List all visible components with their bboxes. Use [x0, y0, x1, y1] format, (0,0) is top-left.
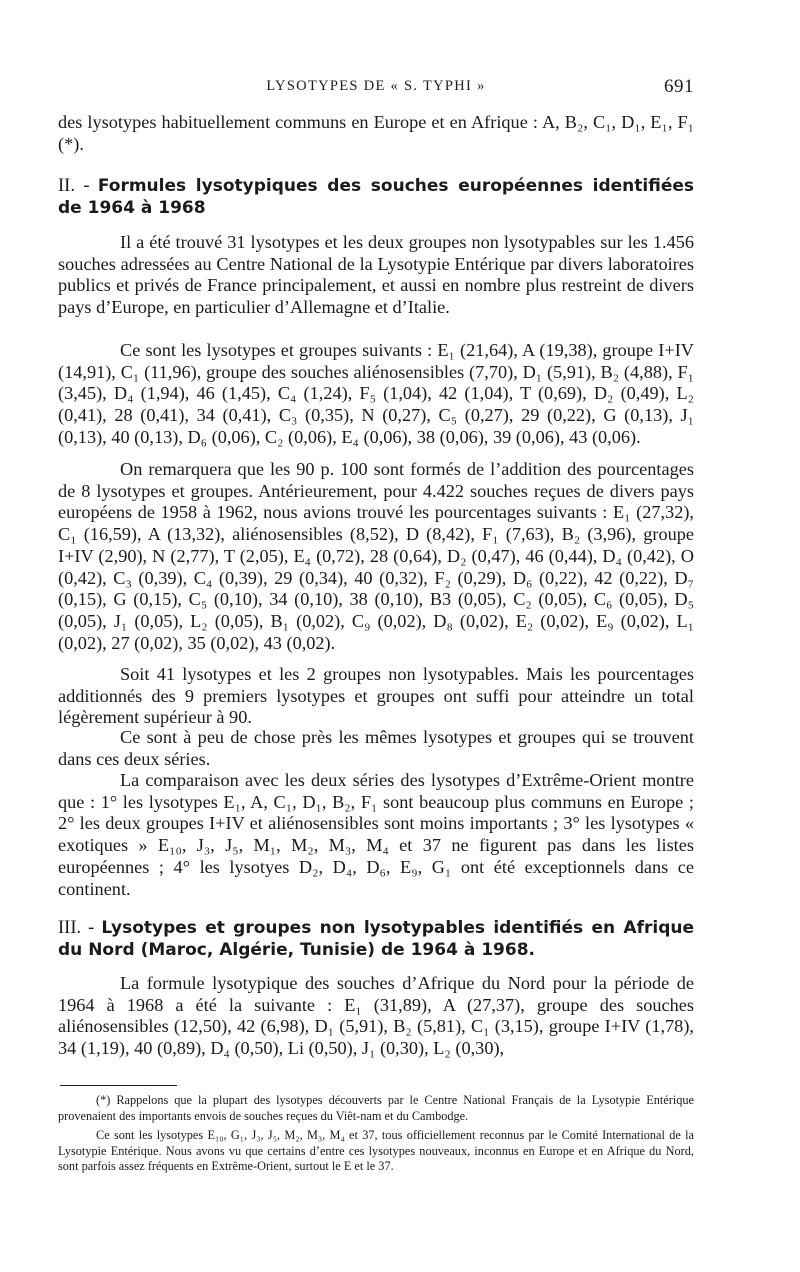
page-number: 691 [664, 76, 694, 97]
section-heading-2 [58, 175, 694, 219]
paragraph-6: La comparaison avec les deux séries des lysotypes d’Extrême-Orient montre que : 1° les lysotypes E₁, A, C₁, D₁, B₂, F₁ sont beaucoup plus communs en Europe ; 2° les deux groupes I+IV et aliénosensibles sont moins importants ; 3° les lysotypes « exotiques » E₁₀, J₃, J₅, M₁, M₂, M₃, M₄ et 37 ne figurent pas dans les listes européennes ; 4° les lysotyes D₂, D₄, D₆, E₉, G₁ ont été exceptionnels dans ce continent. [58, 770, 694, 899]
section-2-number: II. - [58, 176, 98, 196]
footnote-2: Ce sont les lysotypes E₁₀, G₁, J₃, J₅, M₂, M₃, M₄ et 37, tous officiellement reconnus par le Comité International de la Lysotypie Entérique. Nous avons vu que certains d’entre ces lysotypes nouveaux, inconnus en Europe et en Afrique du Nord, sont parfois assez fréquents en Extrême-Orient, surtout le E et le 37. [58, 1128, 694, 1173]
paragraph-5: Ce sont à peu de chose près les mêmes lysotypes et groupes qui se trouvent dans ces deux séries. [58, 727, 694, 769]
running-head-title: LYSOTYPES DE « S. TYPHI » [266, 78, 486, 94]
section-2-title: Formules lysotypiques des souches européennes identifiées de 1964 à 1968 [58, 176, 694, 218]
section-3-title: Lysotypes et groupes non lysotypables identifiés en Afrique du Nord (Maroc, Algérie, Tunisie) de 1964 à 1968. [58, 918, 694, 960]
paragraph-2: Ce sont les lysotypes et groupes suivants : E₁ (21,64), A (19,38), groupe I+IV (14,91), C₁ (11,96), groupe des souches aliénosensibles (7,70), D₁ (5,91), B₂ (4,88), F₁ (3,45), D₄ (1,94), 46 (1,45), C₄ (1,24), F₅ (1,04), 42 (1,04), T (0,69), D₂ (0,49), L₂ (0,41), 28 (0,41), 34 (0,41), C₃ (0,35), N (0,27), C₅ (0,27), 29 (0,22), G (0,13), J₁ (0,13), 40 (0,13), D₆ (0,06), C₂ (0,06), E₄ (0,06), 38 (0,06), 39 (0,06), 43 (0,06). [58, 340, 694, 447]
paragraph-intro: des lysotypes habituellement communs en Europe et en Afrique : A, B₂, C₁, D₁, E₁, F₁ (*). [58, 112, 694, 154]
footnote-1: (*) Rappelons que la plupart des lysotypes découverts par le Centre National Français de la Lysotypie Entérique provenaient des importants envois de souches reçues du Viêt-nam et du Cambodge. [58, 1093, 694, 1123]
footnote-rule [60, 1085, 177, 1086]
paragraph-4: Soit 41 lysotypes et les 2 groupes non lysotypables. Mais les pourcentages additionnés des 9 premiers lysotypes et groupes ont suffi pour atteindre un total légèrement supérieur à 90. [58, 664, 694, 728]
paragraph-1: Il a été trouvé 31 lysotypes et les deux groupes non lysotypables sur les 1.456 souches adressées au Centre National de la Lysotypie Entérique par divers laboratoires publics et privés de France principalement, et aussi en nombre plus restreint de divers pays d’Europe, en particulier d’Allemagne et d’Italie. [58, 232, 694, 318]
paragraph-3: On remarquera que les 90 p. 100 sont formés de l’addition des pourcentages de 8 lysotypes et groupes. Antérieurement, pour 4.422 souches reçues de divers pays européens de 1958 à 1962, nous avions trouvé les pourcentages suivants : E₁ (27,32), C₁ (16,59), A (13,32), aliénosensibles (8,52), D (8,42), F₁ (7,63), B₂ (3,96), groupe I+IV (2,90), N (2,77), T (2,05), E₄ (0,72), 28 (0,64), D₂ (0,47), 46 (0,44), D₄ (0,42), O (0,42), C₃ (0,39), C₄ (0,39), 29 (0,34), 40 (0,32), F₂ (0,29), D₆ (0,22), 42 (0,22), D₇ (0,15), G (0,15), C₅ (0,10), 34 (0,10), 38 (0,10), B3 (0,05), C₂ (0,05), C₆ (0,05), D₅ (0,05), J₁ (0,05), L₂ (0,05), B₁ (0,02), C₉ (0,02), D₈ (0,02), E₂ (0,02), E₉ (0,02), L₁ (0,02), 27 (0,02), 35 (0,02), 43 (0,02). [58, 459, 694, 653]
section-heading-3 [58, 917, 694, 961]
section-3-number: III. - [58, 918, 102, 938]
running-head [58, 76, 694, 98]
paragraph-7: La formule lysotypique des souches d’Afrique du Nord pour la période de 1964 à 1968 a été la suivante : E₁ (31,89), A (27,37), groupe des souches aliénosensibles (12,50), 42 (6,98), D₁ (5,91), B₂ (5,81), C₁ (3,15), groupe I+IV (1,78), 34 (1,19), 40 (0,89), D₄ (0,50), Li (0,50), J₁ (0,30), L₂ (0,30), [58, 973, 694, 1059]
